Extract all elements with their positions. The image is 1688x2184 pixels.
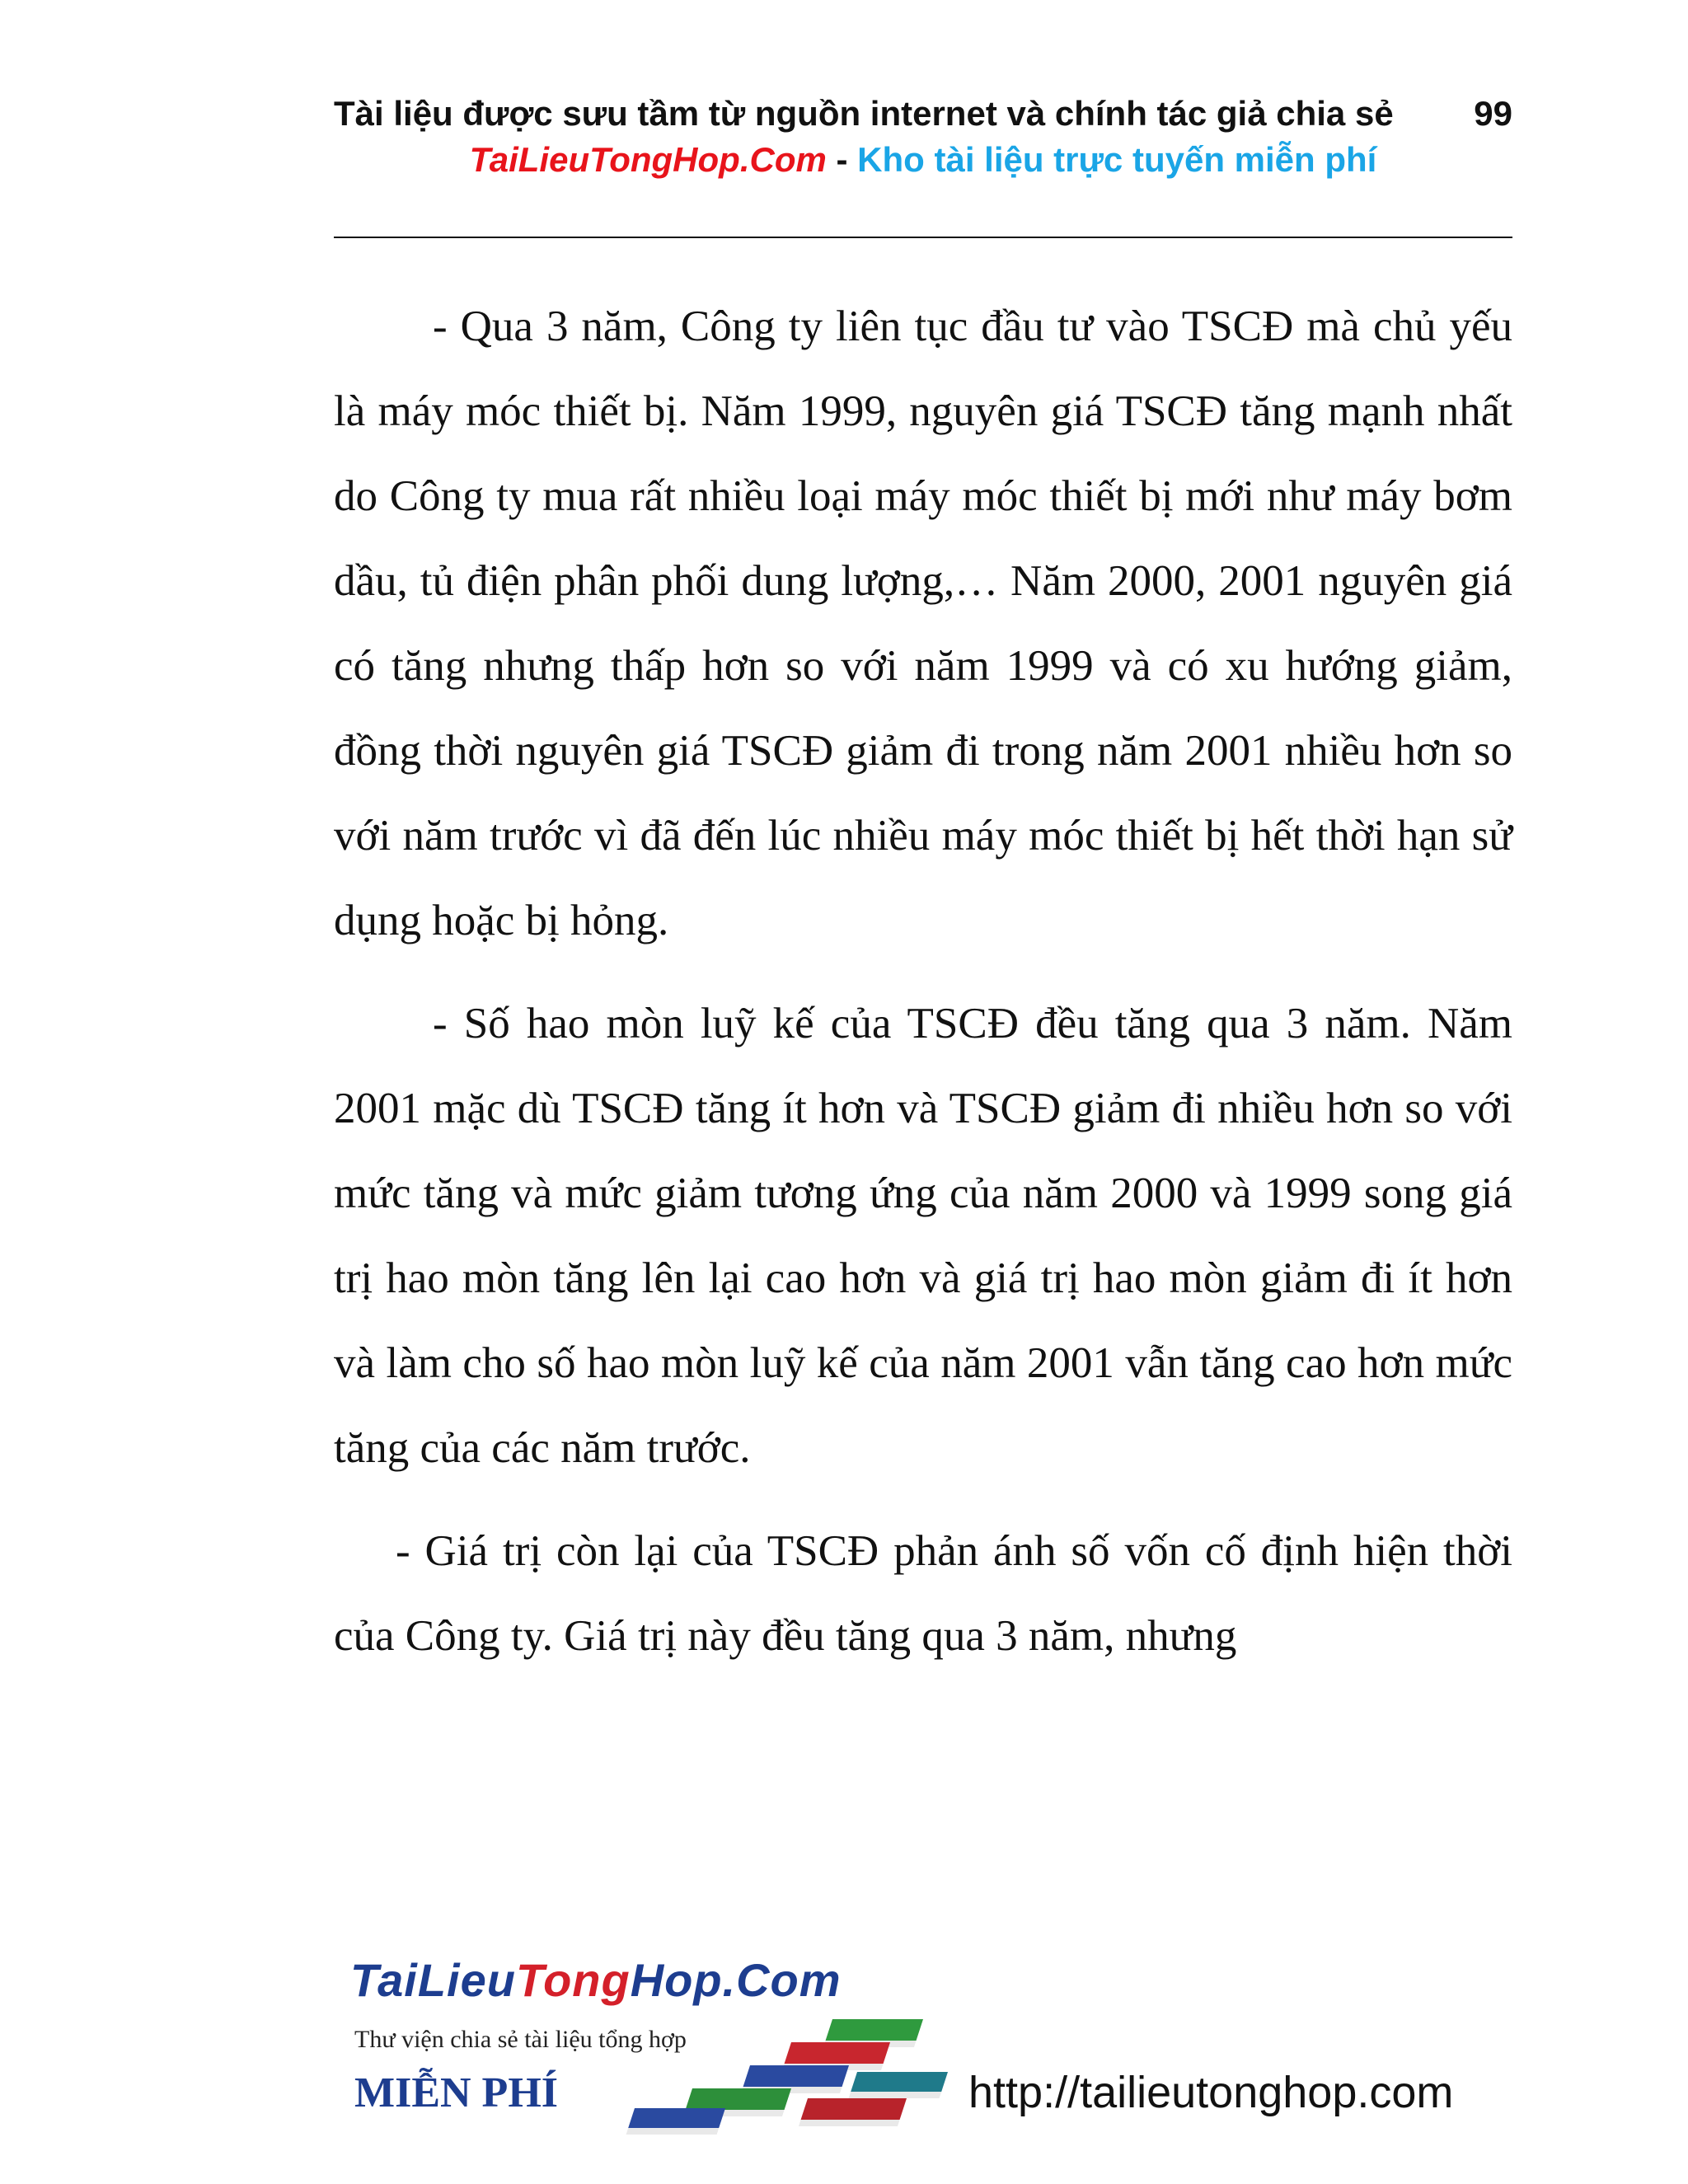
header-tagline: Kho tài liệu trực tuyến miễn phí bbox=[857, 140, 1377, 179]
logo-subtitle: Thư viện chia sẻ tài liệu tổng hợp bbox=[354, 2026, 687, 2053]
footer-url-link[interactable]: http://tailieutonghop.com bbox=[968, 2068, 1454, 2117]
document-body bbox=[334, 284, 1512, 1697]
book-shape bbox=[626, 2108, 725, 2135]
paragraph: - Số hao mòn luỹ kế của TSCĐ đều tăng qua 3 năm. Năm 2001 mặc dù TSCĐ tăng ít hơn và TSCĐ giảm đi nhiều hơn so với mức tăng và mức giảm tương ứng của năm 2000 và 1999 song giá trị hao mòn tăng lên lại cao hơn và giá trị hao mòn giảm đi ít hơn và làm cho số hao mòn luỹ kế của năm 2001 vẫn tăng cao hơn mức tăng của các năm trước. bbox=[334, 1000, 1512, 1472]
book-shape bbox=[849, 2072, 948, 2098]
header-title-line bbox=[334, 91, 1512, 137]
logo-title-part: Tong bbox=[515, 1954, 631, 2006]
header-site-name[interactable]: TaiLieuTongHop.Com bbox=[469, 140, 827, 179]
book-shape bbox=[799, 2098, 907, 2126]
header-separator: - bbox=[836, 140, 848, 179]
page-number: 99 bbox=[1474, 94, 1512, 133]
header-divider bbox=[334, 237, 1512, 238]
logo-title-part: Hop.Com bbox=[630, 1954, 842, 2006]
books-icon bbox=[585, 2003, 973, 2143]
logo-title bbox=[350, 1953, 842, 2007]
header-title: Tài liệu được sưu tầm từ nguồn internet và chính tác giả chia sẻ bbox=[334, 94, 1394, 133]
logo-free-label: MIỄN PHÍ bbox=[354, 2069, 558, 2116]
paragraph: - Giá trị còn lại của TSCĐ phản ánh số vốn cố định hiện thời của Công ty. Giá trị này đều tăng qua 3 năm, nhưng bbox=[334, 1527, 1512, 1660]
header-brand-line bbox=[334, 137, 1512, 183]
logo-title-part: TaiLieu bbox=[350, 1954, 516, 2006]
page-header bbox=[334, 91, 1512, 183]
paragraph: - Qua 3 năm, Công ty liên tục đầu tư vào TSCĐ mà chủ yếu là máy móc thiết bị. Năm 1999, nguyên giá TSCĐ tăng mạnh nhất do Công ty mua rất nhiều loại máy móc thiết bị mới như máy bơm dầu, tủ điện phân phối dung lượng,… Năm 2000, 2001 nguyên giá có tăng nhưng thấp hơn so với năm 1999 và có xu hướng giảm, đồng thời nguyên giá TSCĐ giảm đi trong năm 2001 nhiều hơn so với năm trước vì đã đến lúc nhiều máy móc thiết bị hết thời hạn sử dụng hoặc bị hỏng. bbox=[334, 302, 1512, 944]
footer-logo[interactable] bbox=[338, 1953, 973, 2143]
